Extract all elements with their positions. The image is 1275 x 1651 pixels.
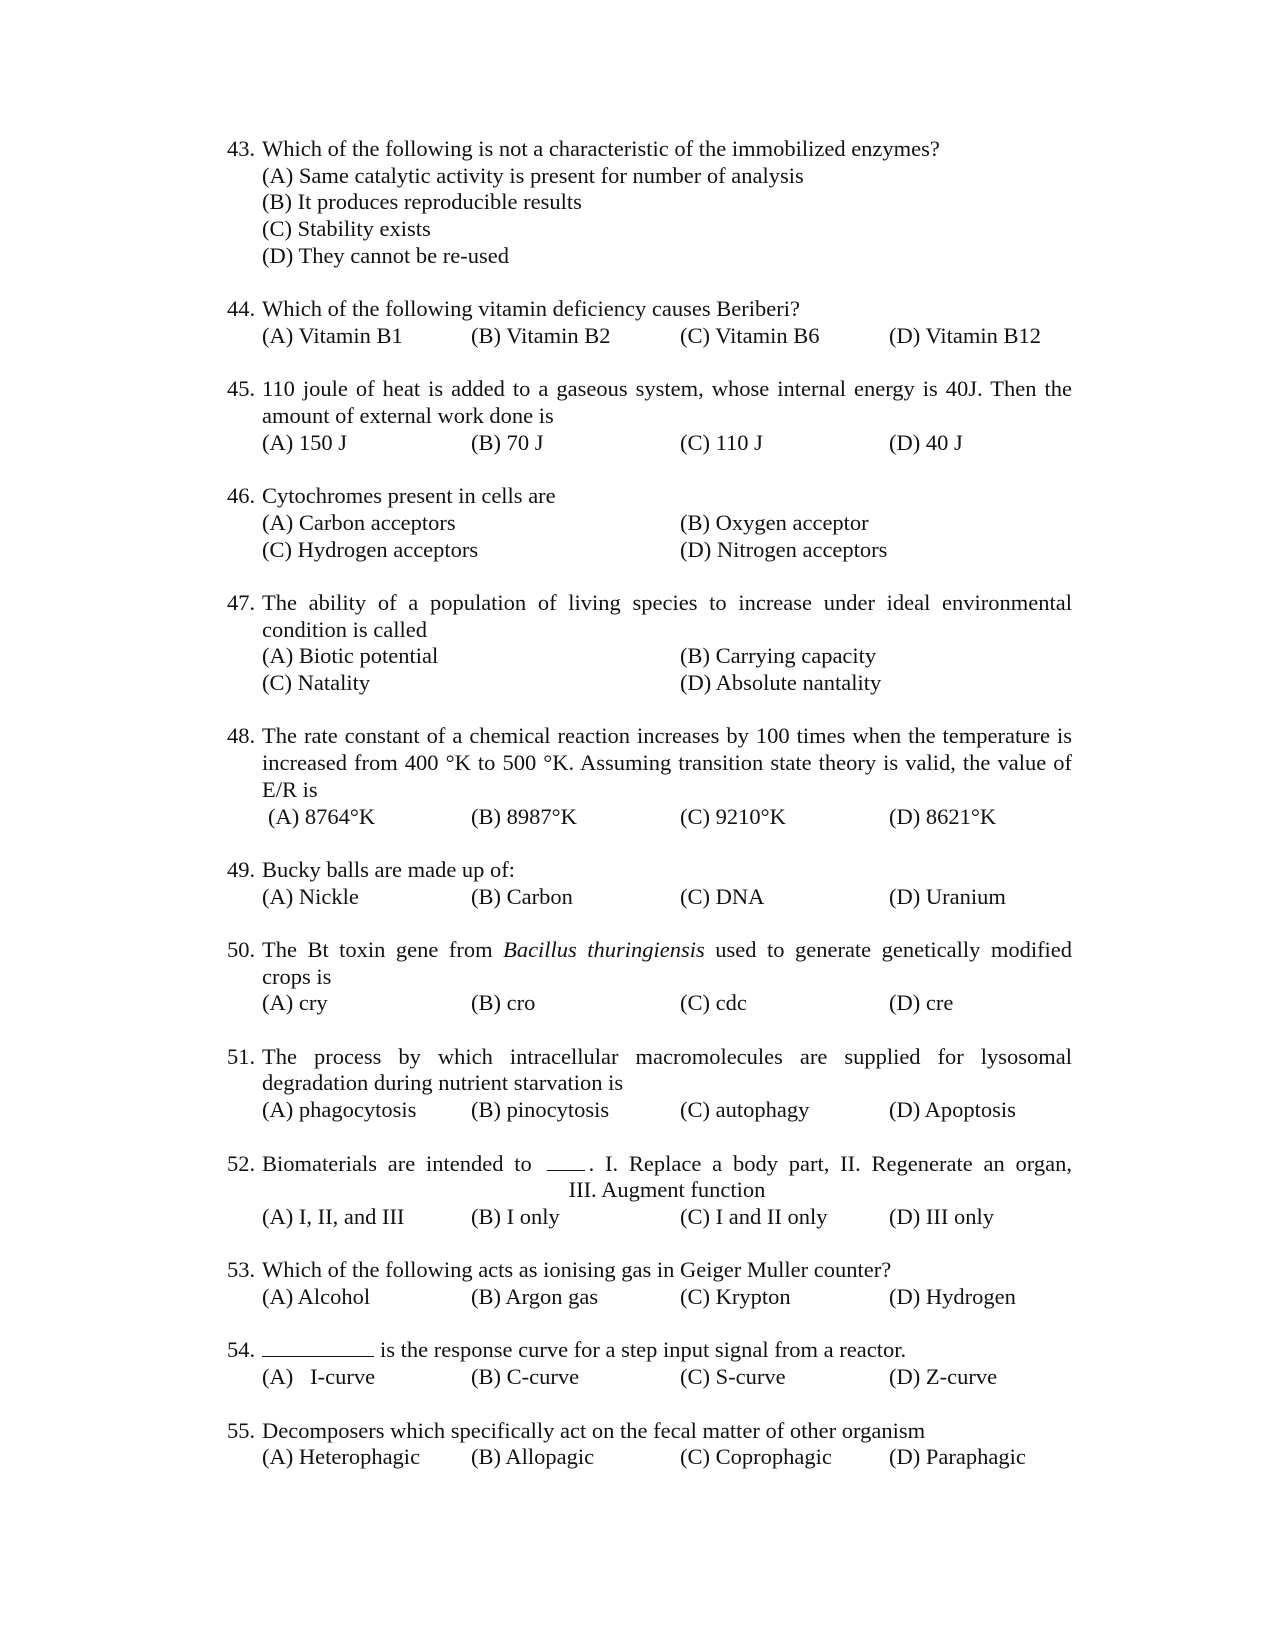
question-page xyxy=(227,136,1072,1498)
option-a: (A) Heterophagic xyxy=(262,1444,421,1470)
question-47 xyxy=(227,590,1072,697)
question-number: 51. xyxy=(227,1043,256,1069)
question-number: 48. xyxy=(227,723,256,749)
option-d: (D) 40 J xyxy=(889,429,963,455)
option-d: (D) They cannot be re-used xyxy=(262,242,509,268)
options-row xyxy=(262,1204,1072,1231)
question-text: 110 joule of heat is added to a gaseous system, whose internal energy is 40J. Then the amount of external work done is xyxy=(262,376,1072,428)
question-50 xyxy=(227,937,1072,1017)
question-number: 44. xyxy=(227,296,256,322)
option-d: (D) Nitrogen acceptors xyxy=(680,536,888,562)
option-a: (A) Same catalytic activity is present for number of analysis xyxy=(262,162,804,188)
options-row xyxy=(262,537,1072,564)
question-text: The process by which intracellular macromolecules are supplied for lysosomal degradation during nutrient starvation is xyxy=(262,1043,1072,1096)
option-a: (A) Biotic potential xyxy=(262,643,439,669)
option-b: (B) 70 J xyxy=(471,429,544,455)
option-c: (C) Hydrogen acceptors xyxy=(262,536,479,562)
option-b: (B) pinocytosis xyxy=(471,1097,610,1123)
option-b: (B) Oxygen acceptor xyxy=(680,509,869,535)
question-52 xyxy=(227,1151,1072,1231)
option-c: (C) Krypton xyxy=(680,1284,791,1310)
options-row xyxy=(262,670,1072,697)
question-46 xyxy=(227,483,1072,563)
options-row xyxy=(262,643,1072,670)
option-a: (A) Vitamin B1 xyxy=(262,322,403,348)
question-text: Bucky balls are made up of: xyxy=(262,856,516,882)
option-d: (D) Hydrogen xyxy=(889,1284,1016,1310)
option-d: (D) cre xyxy=(889,990,954,1016)
option-a: (A) phagocytosis xyxy=(262,1097,417,1123)
question-text xyxy=(262,1337,1072,1364)
question-text-end: . I. Replace a body part, II. Regenerate an organ, xyxy=(588,1150,1072,1176)
option-d: (D) Z-curve xyxy=(889,1364,998,1390)
option-a: (A) Alcohol xyxy=(262,1284,371,1310)
option-c: (C) 9210°K xyxy=(680,803,786,829)
option-a: (A) 8764°K xyxy=(268,803,376,829)
option-c: (C) Coprophagic xyxy=(680,1444,832,1470)
question-text-line-2: III. Augment function xyxy=(568,1177,766,1203)
question-text: The ability of a population of living species to increase under ideal environmental condition is called xyxy=(262,589,1072,642)
option-a: (A) cry xyxy=(262,990,328,1016)
question-text: The rate constant of a chemical reaction increases by 100 times when the temperature is increased from 400 °K to 500 °K. Assuming transition state theory is valid, the value of E/R is xyxy=(262,723,1072,802)
options-row xyxy=(262,884,1072,911)
option-a: (A) Carbon acceptors xyxy=(262,509,456,535)
options-row xyxy=(262,510,1072,537)
question-55 xyxy=(227,1418,1072,1471)
option-b: (B) It produces reproducible results xyxy=(262,189,582,215)
question-number: 50. xyxy=(227,936,256,962)
option-b: (B) Carbon xyxy=(471,883,573,909)
option-c: (C) Natality xyxy=(262,670,371,695)
question-text: Which of the following is not a characteristic of the immobilized enzymes? xyxy=(262,136,940,161)
options-row xyxy=(262,323,1072,350)
option-c: (C) Stability exists xyxy=(262,216,431,242)
options-row xyxy=(262,1284,1072,1311)
question-text xyxy=(262,937,1072,990)
question-text-end: is the response curve for a step input signal from a reactor. xyxy=(380,1337,907,1363)
question-number: 54. xyxy=(227,1337,256,1363)
species-name: Bacillus thuringiensis xyxy=(503,936,705,962)
question-number: 53. xyxy=(227,1257,256,1283)
question-text: Decomposers which specifically act on the fecal matter of other organism xyxy=(262,1417,926,1443)
options-row xyxy=(262,804,1072,831)
options-row xyxy=(262,430,1072,457)
question-54 xyxy=(227,1337,1072,1390)
question-51 xyxy=(227,1044,1072,1124)
question-45 xyxy=(227,376,1072,456)
question-number: 43. xyxy=(227,136,256,161)
option-b: (B) C-curve xyxy=(471,1364,580,1390)
option-b: (B) Carrying capacity xyxy=(680,643,877,669)
question-53 xyxy=(227,1257,1072,1310)
option-b: (B) Vitamin B2 xyxy=(471,322,611,348)
question-number: 46. xyxy=(227,483,256,509)
question-number: 49. xyxy=(227,856,256,882)
question-number: 52. xyxy=(227,1150,256,1176)
question-43 xyxy=(227,136,1072,270)
option-d: (D) Absolute nantality xyxy=(680,670,882,695)
question-number: 47. xyxy=(227,589,256,615)
answer-blank xyxy=(547,1152,585,1171)
option-d: (D) 8621°K xyxy=(889,803,997,829)
option-b: (B) Argon gas xyxy=(471,1284,599,1310)
option-c: (C) DNA xyxy=(680,883,765,909)
option-c: (C) S-curve xyxy=(680,1364,786,1390)
question-text: Cytochromes present in cells are xyxy=(262,483,556,509)
option-b: (B) cro xyxy=(471,990,536,1016)
option-d: (D) III only xyxy=(889,1203,994,1229)
question-49 xyxy=(227,857,1072,910)
option-c: (C) Vitamin B6 xyxy=(680,322,820,348)
question-text-start: Biomaterials are intended to xyxy=(262,1150,532,1176)
option-c: (C) cdc xyxy=(680,990,747,1016)
question-44 xyxy=(227,296,1072,349)
options-row xyxy=(262,1444,1072,1471)
option-b: (B) I only xyxy=(471,1203,560,1229)
question-text: Which of the following vitamin deficiency causes Beriberi? xyxy=(262,296,800,322)
option-b: (B) Allopagic xyxy=(471,1444,595,1470)
answer-blank xyxy=(262,1338,374,1357)
question-48 xyxy=(227,723,1072,830)
option-d: (D) Vitamin B12 xyxy=(889,322,1041,348)
question-number: 55. xyxy=(227,1417,256,1443)
options-row xyxy=(262,1364,1072,1391)
option-d: (D) Paraphagic xyxy=(889,1444,1026,1470)
option-d: (D) Apoptosis xyxy=(889,1097,1016,1123)
option-a: (A) 150 J xyxy=(262,429,347,455)
question-number: 45. xyxy=(227,376,256,402)
question-text-start: The Bt toxin gene from xyxy=(262,936,493,962)
option-a: (A) I-curve xyxy=(262,1364,376,1390)
options-row xyxy=(262,1097,1072,1124)
option-a: (A) Nickle xyxy=(262,883,359,909)
option-d: (D) Uranium xyxy=(889,883,1006,909)
options-row xyxy=(262,990,1072,1017)
option-c: (C) I and II only xyxy=(680,1203,828,1229)
option-c: (C) 110 J xyxy=(680,429,763,455)
question-text-end: used to generate genetically modified crops is xyxy=(262,936,1073,989)
question-text: Which of the following acts as ionising gas in Geiger Muller counter? xyxy=(262,1257,892,1283)
option-b: (B) 8987°K xyxy=(471,803,577,829)
option-c: (C) autophagy xyxy=(680,1097,810,1123)
question-text xyxy=(262,1151,1072,1178)
option-a: (A) I, II, and III xyxy=(262,1203,405,1229)
